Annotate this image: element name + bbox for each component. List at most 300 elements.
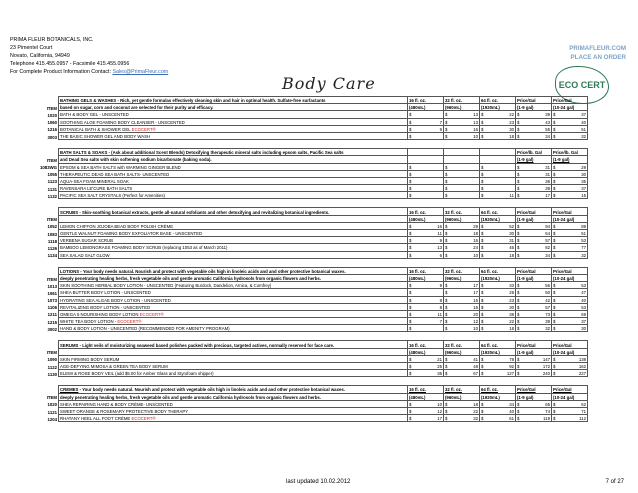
currency-symbol: $ [517, 178, 520, 184]
section-description [59, 208, 408, 215]
price-value: 18 [509, 134, 514, 140]
price-value: 39 [545, 319, 550, 325]
price-cell [480, 407, 516, 414]
item-number: 1121 [47, 409, 57, 415]
section-gap [34, 258, 588, 267]
product-row [34, 170, 588, 177]
column-header: Price/Gal [552, 341, 588, 348]
column-subheader: (960mL) [444, 393, 480, 400]
currency-symbol: $ [553, 134, 556, 140]
item-number: 1055 [47, 172, 57, 178]
product-row [34, 118, 588, 125]
price-cell [444, 192, 480, 199]
contact-line [10, 68, 168, 76]
price-value: 22 [473, 409, 478, 415]
price-value: 37 [581, 186, 586, 192]
currency-symbol: $ [481, 304, 484, 310]
price-value: 29 [509, 290, 514, 296]
currency-symbol: $ [445, 356, 448, 362]
price-value: 42 [545, 297, 550, 303]
currency-symbol: $ [553, 283, 556, 289]
item-number: 1204 [47, 416, 57, 422]
price-cell [480, 251, 516, 258]
product-row [34, 132, 588, 139]
section-header-sub [34, 215, 588, 222]
price-cell [444, 296, 480, 303]
price-value: 40 [581, 297, 586, 303]
currency-symbol: $ [481, 409, 484, 415]
item-number: 1216 [47, 127, 57, 133]
price-value: 127 [506, 371, 514, 377]
currency-symbol: $ [553, 356, 556, 362]
column-header: 32 fl. oz. [444, 267, 480, 274]
column-header: 64 fl. oz. [480, 341, 516, 348]
price-value: 47 [581, 290, 586, 296]
section-gap [34, 377, 588, 386]
item-number: 1052 [47, 224, 57, 230]
price-cell [552, 237, 588, 244]
currency-symbol: $ [409, 178, 412, 184]
price-cell [408, 355, 444, 362]
column-subheader: (1-9 gal) [516, 348, 552, 355]
price-cell [408, 318, 444, 325]
currency-symbol: $ [481, 245, 484, 251]
product-row [34, 415, 588, 422]
ecocert-tag: ECOCERT® [139, 311, 164, 317]
currency-symbol: $ [481, 186, 484, 192]
product-name-cell [59, 355, 408, 362]
product-row [34, 230, 588, 237]
currency-symbol: $ [445, 371, 448, 377]
price-cell [516, 132, 552, 139]
currency-symbol: $ [553, 231, 556, 237]
price-cell [408, 303, 444, 310]
product-name-cell [59, 415, 408, 422]
product-name-cell [59, 310, 408, 317]
company-header [10, 36, 168, 76]
product-name: SKIN SOOTHING HERBAL BODY LOTION - UNSCENTED (Featuring Burdock, Dandelion, Arnica, & Comfrey) [60, 283, 272, 289]
product-name-cell [59, 363, 408, 370]
price-value: 36 [545, 178, 550, 184]
section-desc-line2: deeply penetrating healing herbs, fresh vegetable oils and gentle aromatic California hydrosols from organic flowers and herbs. [59, 274, 408, 281]
price-cell [516, 318, 552, 325]
section-gap [34, 332, 588, 341]
price-value: 9 [439, 126, 442, 132]
price-cell [444, 363, 480, 370]
item-number: 1132 [47, 193, 57, 199]
product-row [34, 289, 588, 296]
product-row [34, 296, 588, 303]
item-label: ITEM [46, 157, 57, 163]
price-value: 147 [542, 356, 550, 362]
price-cell [480, 177, 516, 184]
price-cell [408, 192, 444, 199]
price-cell [444, 415, 480, 422]
price-cell [480, 325, 516, 332]
currency-symbol: $ [445, 409, 448, 415]
currency-symbol: $ [409, 134, 412, 140]
item-number: 1061 [47, 290, 57, 296]
product-name: BAMBOO LEMONGRASS FOAMING BODY SCRUB (replacing 1053 as of March 2011) [60, 245, 228, 251]
price-cell [552, 310, 588, 317]
price-value: 57 [545, 238, 550, 244]
price-cell [408, 132, 444, 139]
currency-symbol: $ [445, 223, 448, 229]
column-subheader: (10-24 gal) [552, 348, 588, 355]
column-subheader: (480mL) [408, 104, 444, 111]
product-name-cell [59, 303, 408, 310]
price-value: 52 [509, 223, 514, 229]
price-value: 34 [509, 401, 514, 407]
price-cell [444, 118, 480, 125]
column-header: 64 fl. oz. [480, 97, 516, 104]
price-value: 8 [439, 297, 442, 303]
price-cell [552, 415, 588, 422]
price-cell [516, 185, 552, 192]
currency-symbol: $ [553, 164, 556, 170]
price-value: 53 [581, 238, 586, 244]
ecocert-logo: ECO CERT [555, 66, 609, 104]
ecocert-tag: ECOCERT® [131, 126, 156, 132]
column-header: Price/Gal [516, 386, 552, 393]
section-gap [34, 199, 588, 208]
product-name: LEMON CHIFFON JOJOBA BEAD BODY POLISH CRÈME [60, 223, 174, 229]
currency-symbol: $ [553, 178, 556, 184]
price-value: 89 [581, 223, 586, 229]
product-name-cell [59, 125, 408, 132]
price-cell [408, 237, 444, 244]
order-link[interactable]: PLACE AN ORDER [570, 54, 626, 61]
currency-symbol: $ [517, 297, 520, 303]
price-value: 240 [542, 371, 550, 377]
currency-symbol: $ [445, 238, 448, 244]
currency-symbol: $ [481, 178, 484, 184]
column-header [480, 149, 516, 156]
price-value: 41 [473, 356, 478, 362]
price-cell [552, 177, 588, 184]
price-value: 25 [437, 364, 442, 370]
section-header [34, 386, 588, 393]
currency-symbol: $ [445, 319, 448, 325]
currency-symbol: $ [409, 112, 412, 118]
price-value: 18 [473, 401, 478, 407]
item-number: 1073 [47, 298, 57, 304]
price-cell [552, 185, 588, 192]
price-cell [444, 111, 480, 118]
section-header-sub [34, 274, 588, 281]
product-row [34, 370, 588, 377]
column-subheader [444, 156, 480, 163]
price-value: 37 [581, 112, 586, 118]
price-cell [552, 303, 588, 310]
currency-symbol: $ [481, 231, 484, 237]
product-row [34, 111, 588, 118]
column-header: 32 fl. oz. [444, 386, 480, 393]
column-subheader: (1-9 gal) [552, 156, 588, 163]
price-value: 10 [473, 326, 478, 332]
product-name: RAVENSARA LE'CURE BATH SALTS [60, 186, 133, 192]
column-header: 16 fl. oz. [408, 97, 444, 104]
ecocert-tag: ECOCERT® [117, 319, 142, 325]
currency-symbol: $ [445, 164, 448, 170]
price-cell [444, 132, 480, 139]
product-row [34, 363, 588, 370]
product-name-cell [59, 318, 408, 325]
price-cell [480, 222, 516, 229]
price-cell [516, 111, 552, 118]
price-cell [516, 230, 552, 237]
price-table [34, 96, 588, 422]
currency-symbol: $ [445, 134, 448, 140]
product-row [34, 251, 588, 258]
section-header [34, 97, 588, 104]
product-row [34, 237, 588, 244]
item-number: 1122 [47, 364, 57, 370]
item-number: 1130 [47, 371, 57, 377]
price-cell [480, 125, 516, 132]
price-value: 18 [509, 252, 514, 258]
section-desc-text: - (Ask about additional Scent Blends) Detoxifying therapeutic mineral salts including epsom salts, Pacific Sea salts [107, 150, 344, 156]
currency-symbol: $ [553, 223, 556, 229]
currency-symbol: $ [481, 311, 484, 317]
product-name-cell [59, 222, 408, 229]
price-value: 43 [545, 119, 550, 125]
price-value: 15 [581, 193, 586, 199]
currency-symbol: $ [517, 252, 520, 258]
price-cell [480, 170, 516, 177]
price-cell [516, 163, 552, 170]
section-desc-text: - Your body needs natural. Nourish and protect with vegetable oils high in linoleic acids and and other protective botanical waxes. [78, 387, 345, 393]
price-value: 30 [509, 231, 514, 237]
price-value: 48 [473, 364, 478, 370]
product-name: THERAPEUTIC DEAD SEA BATH SALTS- UNSCENTED [60, 171, 170, 177]
column-header [444, 149, 480, 156]
column-subheader [408, 156, 444, 163]
price-cell [516, 289, 552, 296]
section-title: BATH SALTS & SOAKS [60, 150, 108, 156]
price-cell [516, 370, 552, 377]
price-value: 32 [545, 326, 550, 332]
price-cell [516, 400, 552, 407]
column-header: Price/Gal [552, 208, 588, 215]
product-row [34, 400, 588, 407]
section-desc-line2: and Dead Sea salts with skin softening sodium bicarbonate (baking soda). [59, 156, 408, 163]
section-description [59, 267, 408, 274]
product-name-cell [59, 132, 408, 139]
item-number: 3003 [47, 134, 57, 140]
price-value: 9 [439, 283, 442, 289]
company-phone: Telephone 415.455.0957 - Facsimile 415.455.0956 [10, 61, 130, 67]
product-row [34, 222, 588, 229]
currency-symbol: $ [481, 112, 484, 118]
currency-symbol: $ [445, 231, 448, 237]
price-value: 24 [473, 245, 478, 251]
column-subheader: (10-24 gal) [552, 274, 588, 281]
item-label: ITEM [46, 276, 57, 282]
currency-symbol: $ [517, 231, 520, 237]
price-value: 11 [437, 231, 442, 237]
price-cell [552, 400, 588, 407]
price-cell [516, 303, 552, 310]
column-subheader: (10-24 gal) [552, 393, 588, 400]
currency-symbol: $ [445, 178, 448, 184]
column-subheader: (480mL) [408, 215, 444, 222]
price-cell [408, 111, 444, 118]
price-value: 92 [509, 364, 514, 370]
currency-symbol: $ [553, 126, 556, 132]
currency-symbol: $ [517, 283, 520, 289]
currency-symbol: $ [409, 319, 412, 325]
product-name-cell [59, 407, 408, 414]
column-subheader: (480mL) [408, 393, 444, 400]
product-name-cell [59, 244, 408, 251]
section-desc-text: - Your body needs natural. Nourish and protect with vegetable oils high in linoleic acids and and other protective botanical waxes. [79, 268, 346, 274]
price-cell [480, 296, 516, 303]
price-cell [408, 118, 444, 125]
price-value: 16 [473, 126, 478, 132]
item-label: ITEM [46, 350, 57, 356]
price-cell [516, 192, 552, 199]
price-value: 9 [439, 238, 442, 244]
section-title: SCRUBS [60, 209, 79, 215]
price-cell [552, 318, 588, 325]
currency-symbol: $ [517, 416, 520, 422]
price-cell [408, 415, 444, 422]
company-address-2: Novato, California, 94949 [10, 53, 70, 59]
ecocert-tag: ECOCERT® [131, 416, 156, 422]
price-value: 16 [437, 223, 442, 229]
currency-symbol: $ [409, 223, 412, 229]
currency-symbol: $ [409, 356, 412, 362]
product-name-cell [59, 163, 408, 170]
price-value: 10 [473, 252, 478, 258]
currency-symbol: $ [445, 401, 448, 407]
price-value: 69 [581, 311, 586, 317]
column-header: 32 fl. oz. [444, 341, 480, 348]
item-number: 1126 [47, 245, 57, 251]
product-row [34, 310, 588, 317]
price-cell [516, 296, 552, 303]
currency-symbol: $ [481, 371, 484, 377]
price-value: 7 [439, 319, 442, 325]
price-cell [552, 289, 588, 296]
currency-symbol: $ [445, 311, 448, 317]
column-subheader: (1-9 gal) [516, 274, 552, 281]
price-cell [480, 363, 516, 370]
price-cell [444, 185, 480, 192]
item-number: 1215 [47, 319, 57, 325]
currency-symbol: $ [409, 290, 412, 296]
column-subheader: (480mL) [408, 274, 444, 281]
column-header: Price/lb. Gal [552, 149, 588, 156]
contact-email-link[interactable]: Sales@PrimaFleur.com [112, 69, 169, 75]
section-header-sub [34, 156, 588, 163]
currency-symbol: $ [517, 238, 520, 244]
currency-symbol: $ [553, 245, 556, 251]
section-description [59, 386, 408, 393]
section-header-sub [34, 348, 588, 355]
page-number: 7 of 27 [605, 479, 624, 485]
site-link[interactable]: PRIMAFLEUR.COM [569, 45, 626, 52]
currency-symbol: $ [409, 171, 412, 177]
section-header [34, 149, 588, 156]
item-number: 1118 [47, 238, 57, 244]
currency-symbol: $ [445, 119, 448, 125]
price-cell [408, 296, 444, 303]
column-header: 16 fl. oz. [408, 341, 444, 348]
price-value: 34 [545, 252, 550, 258]
product-name: PACIFIC SEA SALT CRYSTALS (Perfect for Amenities) [60, 193, 165, 199]
product-name: AGE-DEFYING MIMOSA & GREEN TEA BODY SERUM [60, 364, 168, 370]
price-cell [408, 222, 444, 229]
item-number: 1020 [47, 402, 57, 408]
column-subheader: (1920mL) [480, 215, 516, 222]
currency-symbol: $ [481, 319, 484, 325]
price-value: 13 [473, 119, 478, 125]
currency-symbol: $ [481, 238, 484, 244]
price-value: 16 [473, 238, 478, 244]
product-name: SHEA BUTTER BODY LOTION - UNSCENTED [60, 290, 151, 296]
price-value: 119 [543, 416, 550, 422]
currency-symbol: $ [409, 304, 412, 310]
price-value: 10 [473, 134, 478, 140]
price-cell [444, 303, 480, 310]
currency-symbol: $ [409, 245, 412, 251]
price-value: 94 [545, 223, 550, 229]
price-value: 57 [545, 304, 550, 310]
currency-symbol: $ [445, 193, 448, 199]
price-cell [480, 192, 516, 199]
price-value: 227 [578, 371, 586, 377]
price-value: 31 [545, 171, 550, 177]
item-label: ITEM [46, 105, 57, 111]
price-cell [516, 407, 552, 414]
currency-symbol: $ [553, 401, 556, 407]
currency-symbol: $ [409, 297, 412, 303]
currency-symbol: $ [517, 245, 520, 251]
section-header [34, 208, 588, 215]
price-value: 38 [509, 311, 514, 317]
price-cell [480, 303, 516, 310]
price-cell [444, 163, 480, 170]
price-value: 30 [509, 126, 514, 132]
price-cell [552, 222, 588, 229]
currency-symbol: $ [481, 164, 484, 170]
currency-symbol: $ [445, 186, 448, 192]
column-header: Price/Gal [516, 267, 552, 274]
price-cell [444, 400, 480, 407]
column-subheader: (1920mL) [480, 104, 516, 111]
item-number: 1083 [47, 231, 57, 237]
currency-symbol: $ [517, 409, 520, 415]
currency-symbol: $ [517, 290, 520, 296]
section-gap [34, 140, 588, 149]
last-updated: last updated 10.02.2012 [286, 479, 351, 485]
price-value: 23 [509, 297, 514, 303]
product-name: SEA SALAD SALT GLOW [60, 252, 110, 258]
section-desc-line2: deeply penetrating healing herbs, fresh vegetable oils and gentle aromatic California hydrosols from organic flowers and herbs. [59, 393, 408, 400]
column-header: Price/lb. Gal [516, 149, 552, 156]
price-cell [516, 325, 552, 332]
section-header [34, 267, 588, 274]
price-value: 74 [545, 409, 550, 415]
product-row [34, 163, 588, 170]
column-header [408, 149, 444, 156]
currency-symbol: $ [553, 112, 556, 118]
column-header: 16 fl. oz. [408, 208, 444, 215]
price-cell [408, 244, 444, 251]
currency-symbol: $ [409, 401, 412, 407]
